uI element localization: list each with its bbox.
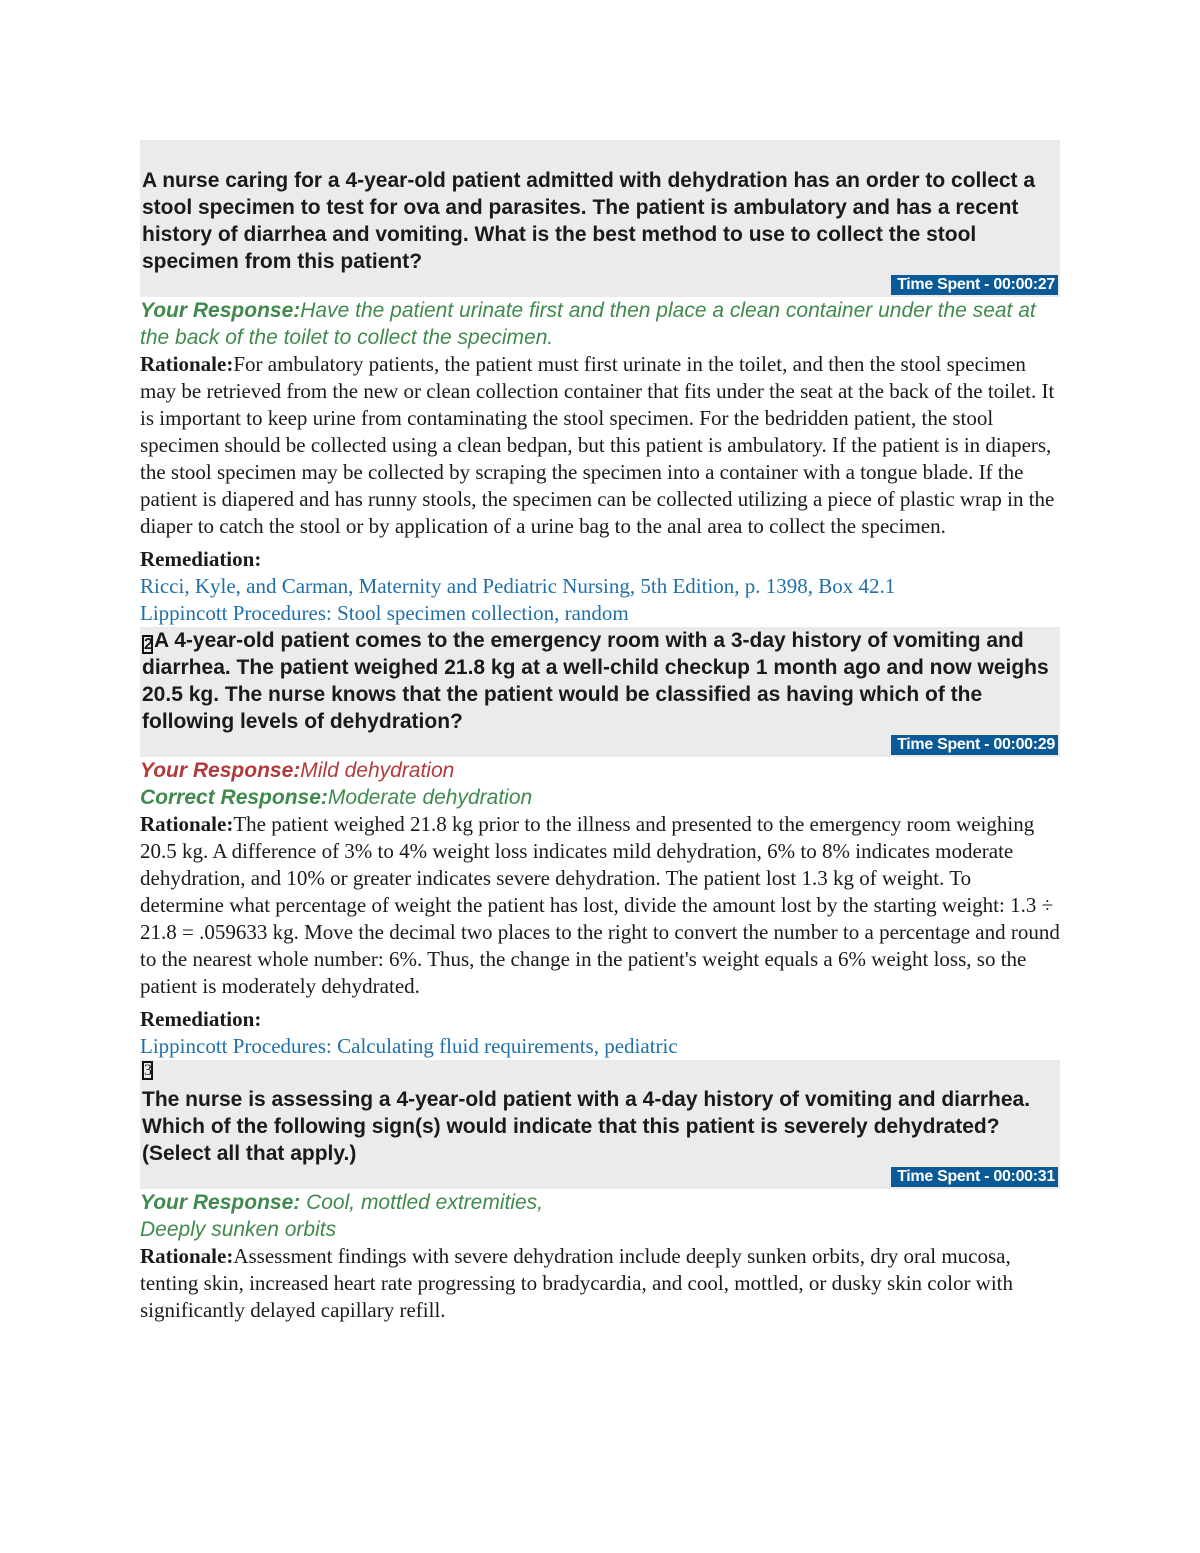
your-response-text: Mild dehydration xyxy=(300,759,455,782)
time-spent-badge: Time Spent - 00:00:29 xyxy=(891,735,1058,755)
results-content xyxy=(140,140,1060,1324)
correct-response-text: Moderate dehydration xyxy=(327,786,533,809)
question-2 xyxy=(140,627,1060,1060)
question-3-header xyxy=(140,1060,1060,1189)
question-2-text: 2A 4-year-old patient comes to the emergency room with a 3-day history of vomiting and diarrhea. The patient weighed 21.8 kg at a well-child checkup 1 month ago and now weighs 20.5 kg. The nurse knows that the patient would be classified as having which of the following levels of dehydration? xyxy=(142,629,1049,733)
time-spent-badge: Time Spent - 00:00:27 xyxy=(891,275,1058,295)
question-1-text: A nurse caring for a 4-year-old patient admitted with dehydration has an order to collect a stool specimen to test for ova and parasites. The patient is ambulatory and has a recent history of diarrhea and vomiting. What is the best method to use to collect the stool specimen from this patient? xyxy=(142,169,1036,273)
remediation-label: Remediation: xyxy=(140,547,262,571)
correct-response xyxy=(140,784,1060,811)
rationale-text: The patient weighed 21.8 kg prior to the illness and presented to the emergency room weighing 20.5 kg. A difference of 3% to 4% weight loss indicates mild dehydration, 6% to 8% indicates moderate dehydration, and 10% or greater indicates severe dehydration. The patient lost 1.3 kg of weight. To determine what percentage of weight the patient has lost, divide the amount lost by the starting weight: 1.3 ÷ 21.8 = .059633 kg. Move the decimal two places to the right to convert the number to a percentage and round to the nearest whole number: 6%. Thus, the change in the patient's weight equals a 6% weight loss, so the patient is moderately dehydrated. xyxy=(140,812,1060,998)
question-1-header xyxy=(140,140,1060,297)
remediation-link[interactable]: Lippincott Procedures: Stool specimen collection, random xyxy=(140,601,629,625)
your-response-text: Cool, mottled extremities, xyxy=(300,1191,544,1214)
remediation-link[interactable]: Lippincott Procedures: Calculating fluid requirements, pediatric xyxy=(140,1034,678,1058)
rationale-text: For ambulatory patients, the patient must first urinate in the toilet, and then the stool specimen may be retrieved from the new or clean collection container that fits under the seat at the back of the toilet. It is important to keep urine from contaminating the stool specimen. For the bedridden patient, the stool specimen should be collected using a clean bedpan, but this patient is ambulatory. If the patient is in diapers, the stool specimen may be collected by scraping the specimen into a container with a tongue blade. If the patient is diapered and has runny stools, the specimen can be collected utilizing a piece of plastic wrap in the diaper to catch the stool or by application of a urine bag to the anal area to collect the specimen. xyxy=(140,352,1055,538)
your-response-label: Your Response: xyxy=(140,299,301,322)
rationale xyxy=(140,351,1060,540)
remediation-label: Remediation: xyxy=(140,1007,262,1031)
rationale-label: Rationale: xyxy=(140,812,234,836)
rationale-label: Rationale: xyxy=(140,1244,234,1268)
your-response xyxy=(140,1189,1060,1216)
question-number-box: 3 xyxy=(144,1062,152,1079)
remediation-link[interactable]: Ricci, Kyle, and Carman, Maternity and Pediatric Nursing, 5th Edition, p. 1398, Box 42.1 xyxy=(140,574,896,598)
rationale-label: Rationale: xyxy=(140,352,234,376)
question-1 xyxy=(140,140,1060,627)
your-response xyxy=(140,297,1060,351)
your-response-label: Your Response: xyxy=(140,759,301,782)
rationale xyxy=(140,1243,1060,1324)
rationale-text: Assessment findings with severe dehydration include deeply sunken orbits, dry oral mucosa, tenting skin, increased heart rate progressing to bradycardia, and cool, mottled, or dusky skin color with significantly delayed capillary refill. xyxy=(140,1244,1014,1322)
correct-response-label: Correct Response: xyxy=(140,786,328,809)
question-2-header xyxy=(140,627,1060,757)
your-response-continued: Deeply sunken orbits xyxy=(140,1218,337,1241)
question-3-text: The nurse is assessing a 4-year-old patient with a 4-day history of vomiting and diarrhea. Which of the following sign(s) would indicate that this patient is severely dehydrated? (Select all that apply.) xyxy=(142,1088,1031,1165)
time-spent-badge: Time Spent - 00:00:31 xyxy=(891,1167,1058,1187)
rationale xyxy=(140,811,1060,1000)
your-response xyxy=(140,757,1060,784)
question-number-box: 2 xyxy=(144,636,153,653)
question-3 xyxy=(140,1060,1060,1324)
your-response-label: Your Response: xyxy=(140,1191,301,1214)
your-response-text: Have the patient urinate first and then place a clean container under the seat at the back of the toilet to collect the specimen. xyxy=(140,299,1036,349)
